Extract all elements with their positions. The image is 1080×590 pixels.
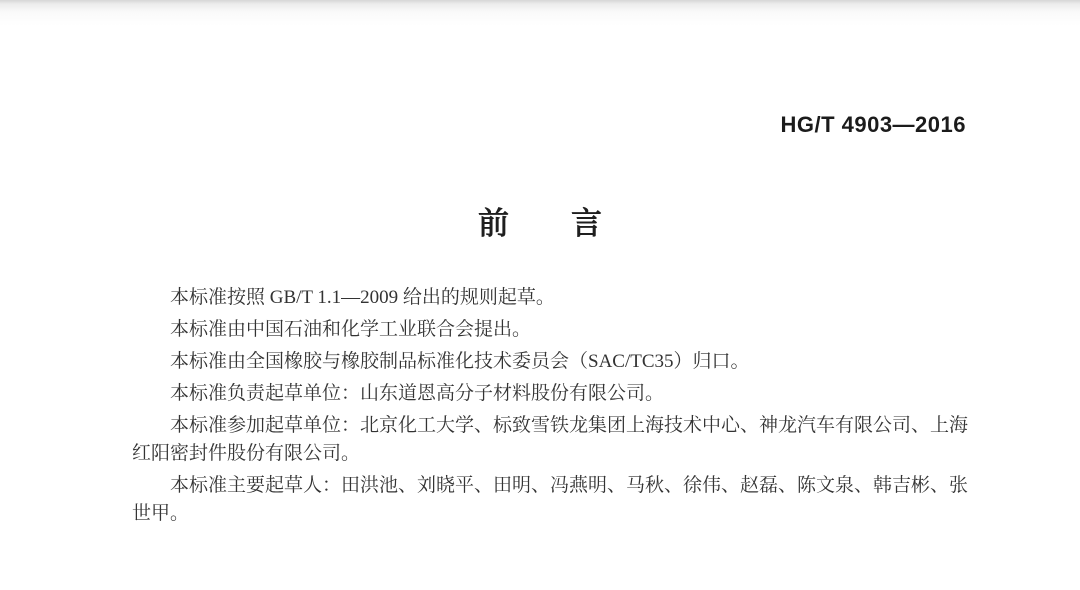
paragraph: 本标准主要起草人：田洪池、刘晓平、田明、冯燕明、马秋、徐伟、赵磊、陈文泉、韩吉彬、张 世甲。 [132,475,969,524]
page-top-edge [0,0,1080,26]
paragraph: 本标准负责起草单位：山东道恩高分子材料股份有限公司。 [170,383,665,404]
paragraph: 本标准由中国石油和化学工业联合会提出。 [170,319,532,340]
paragraph: 本标准由全国橡胶与橡胶制品标准化技术委员会（SAC/TC35）归口。 [170,351,750,372]
paragraph: 本标准参加起草单位：北京化工大学、标致雪铁龙集团上海技术中心、神龙汽车有限公司、上海 红阳密封件股份有限公司。 [132,415,969,464]
document-body [132,284,978,532]
standard-code: HG/T 4903—2016 [780,112,966,137]
paragraph: 本标准按照 GB/T 1.1—2009 给出的规则起草。 [170,287,555,308]
document-title: 前 言 [478,206,602,241]
